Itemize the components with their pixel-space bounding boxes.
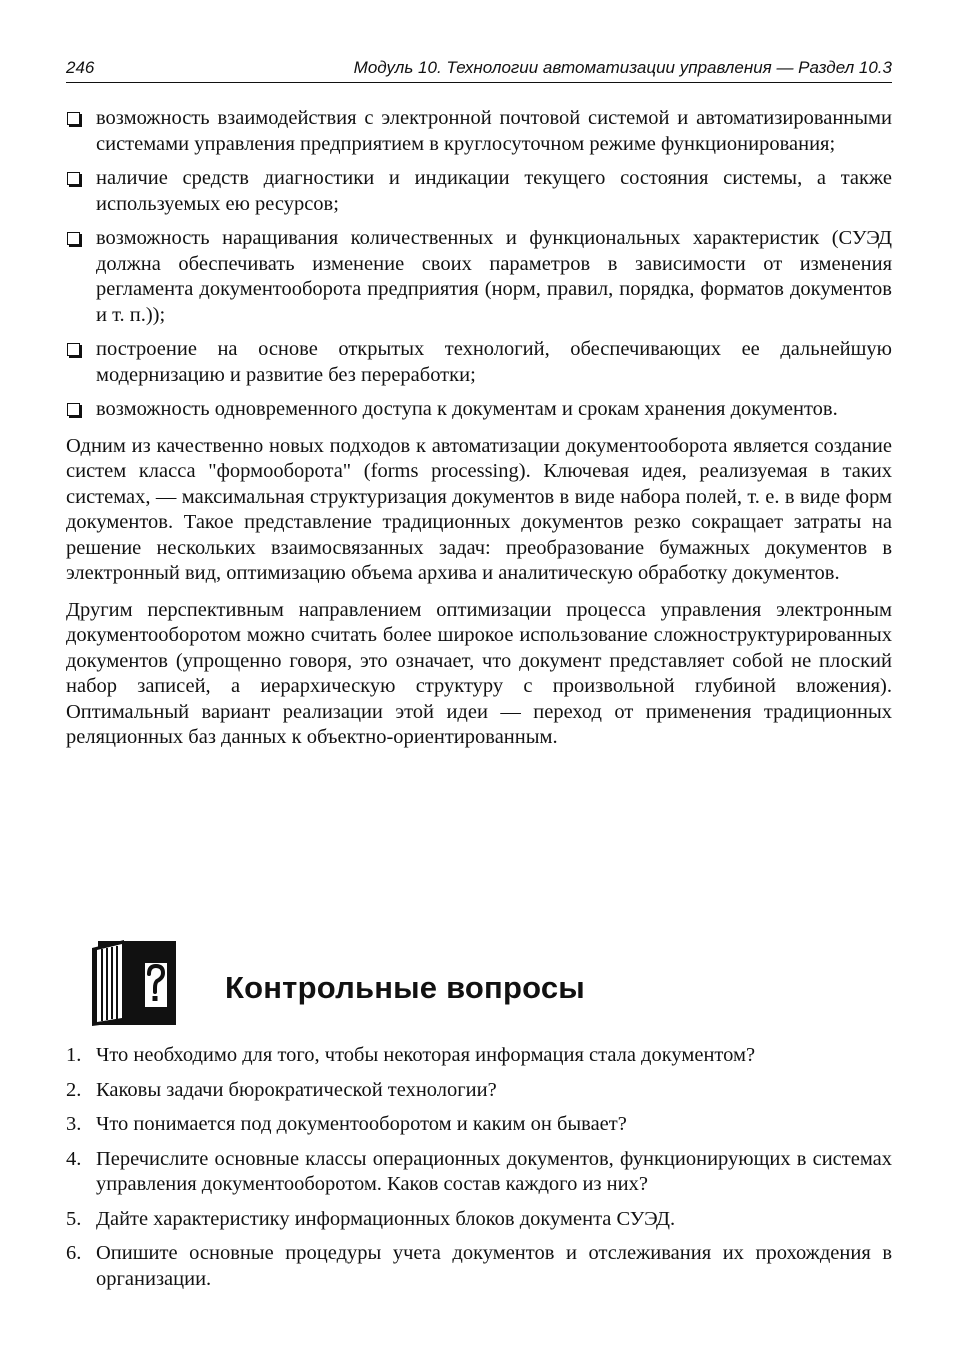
checkbox-bullet-icon <box>67 403 80 416</box>
checkbox-bullet-icon <box>67 343 80 356</box>
list-item <box>66 1043 892 1069</box>
book-question-icon <box>88 938 180 1028</box>
list-item <box>66 1112 892 1138</box>
running-header <box>66 56 892 83</box>
list-item <box>66 166 892 217</box>
control-questions-heading <box>88 938 892 1030</box>
main-text <box>66 106 892 751</box>
list-item-text: возможность одновременного доступа к документам и срокам хранения документов. <box>96 398 838 420</box>
list-item-text: возможность наращивания количественных и функциональных характеристик (СУЭД должна обеспечивать изменение своих параметров в зависимости от изменения регламента документооборота предприятия (норм, правил, порядка, форматов документов и т. п.)); <box>96 227 892 326</box>
question-text: Опишите основные процедуры учета документов и отслеживания их прохождения в организации. <box>96 1242 892 1290</box>
page-number: 246 <box>66 58 95 77</box>
checkbox-bullet-icon <box>67 112 80 125</box>
list-item <box>66 226 892 328</box>
list-item <box>66 1241 892 1292</box>
list-item <box>66 337 892 388</box>
paragraph: Одним из качественно новых подходов к автоматизации документооборота является создание систем класса "формооборота" (forms processing). Ключевая идея, реализуемая в таких системах, — максимальная структуризация документов в виде набора полей, т. е. в виде форм документов. Такое представление традиционных документов резко сокращает затраты на решение нескольких взаимосвязанных задач: преобразование бумажных документов в электронный вид, оптимизацию объема архива и аналитическую обработку документов. <box>66 434 892 584</box>
list-item <box>66 1207 892 1233</box>
list-item <box>66 106 892 157</box>
running-title: Модуль 10. Технологии автоматизации управления — Раздел 10.3 <box>353 58 892 77</box>
question-text: Каковы задачи бюрократической технологии? <box>96 1078 497 1101</box>
paragraph: Другим перспективным направлением оптимизации процесса управления электронным документооборотом можно считать более широкое использование сложноструктурированных документов (упрощенно говоря, это означает, что документ представляет собой не плоский набор записей, а иерархическую структуру с произвольной глубиной вложения). Оптимальный вариант реализации этой идеи — переход от применения традиционных реляционных баз данных к объектно-ориентированным. <box>66 598 892 748</box>
list-item-text: возможность взаимодействия с электронной почтовой системой и автоматизированными системами управления предприятием в круглосуточном режиме функционирования; <box>96 107 892 155</box>
question-number: 3. <box>66 1113 82 1135</box>
list-item <box>66 397 892 423</box>
question-text: Что необходимо для того, чтобы некоторая информация стала документом? <box>96 1044 756 1066</box>
checkbox-bullet-icon <box>67 232 80 245</box>
questions-list <box>66 1043 892 1301</box>
section-title: Контрольные вопросы <box>225 970 585 1005</box>
feature-list <box>66 106 892 423</box>
question-text: Что понимается под документооборотом и каким он бывает? <box>96 1113 627 1135</box>
question-number: 6. <box>66 1242 82 1264</box>
question-number: 1. <box>66 1044 82 1066</box>
question-text: Дайте характеристику информационных блоков документа СУЭД. <box>96 1207 676 1230</box>
list-item-text: построение на основе открытых технологий, обеспечивающих ее дальнейшую модернизацию и развитие без переработки; <box>96 338 892 386</box>
question-number: 4. <box>66 1147 82 1170</box>
checkbox-bullet-icon <box>67 172 80 185</box>
question-number: 2. <box>66 1078 82 1101</box>
question-text: Перечислите основные классы операционных документов, функционирующих в системах управления документооборотом. Каков состав каждого из них? <box>96 1147 892 1195</box>
list-item-text: наличие средств диагностики и индикации текущего состояния системы, а также используемых ею ресурсов; <box>96 167 892 215</box>
list-item <box>66 1147 892 1198</box>
question-number: 5. <box>66 1207 82 1230</box>
list-item <box>66 1078 892 1104</box>
